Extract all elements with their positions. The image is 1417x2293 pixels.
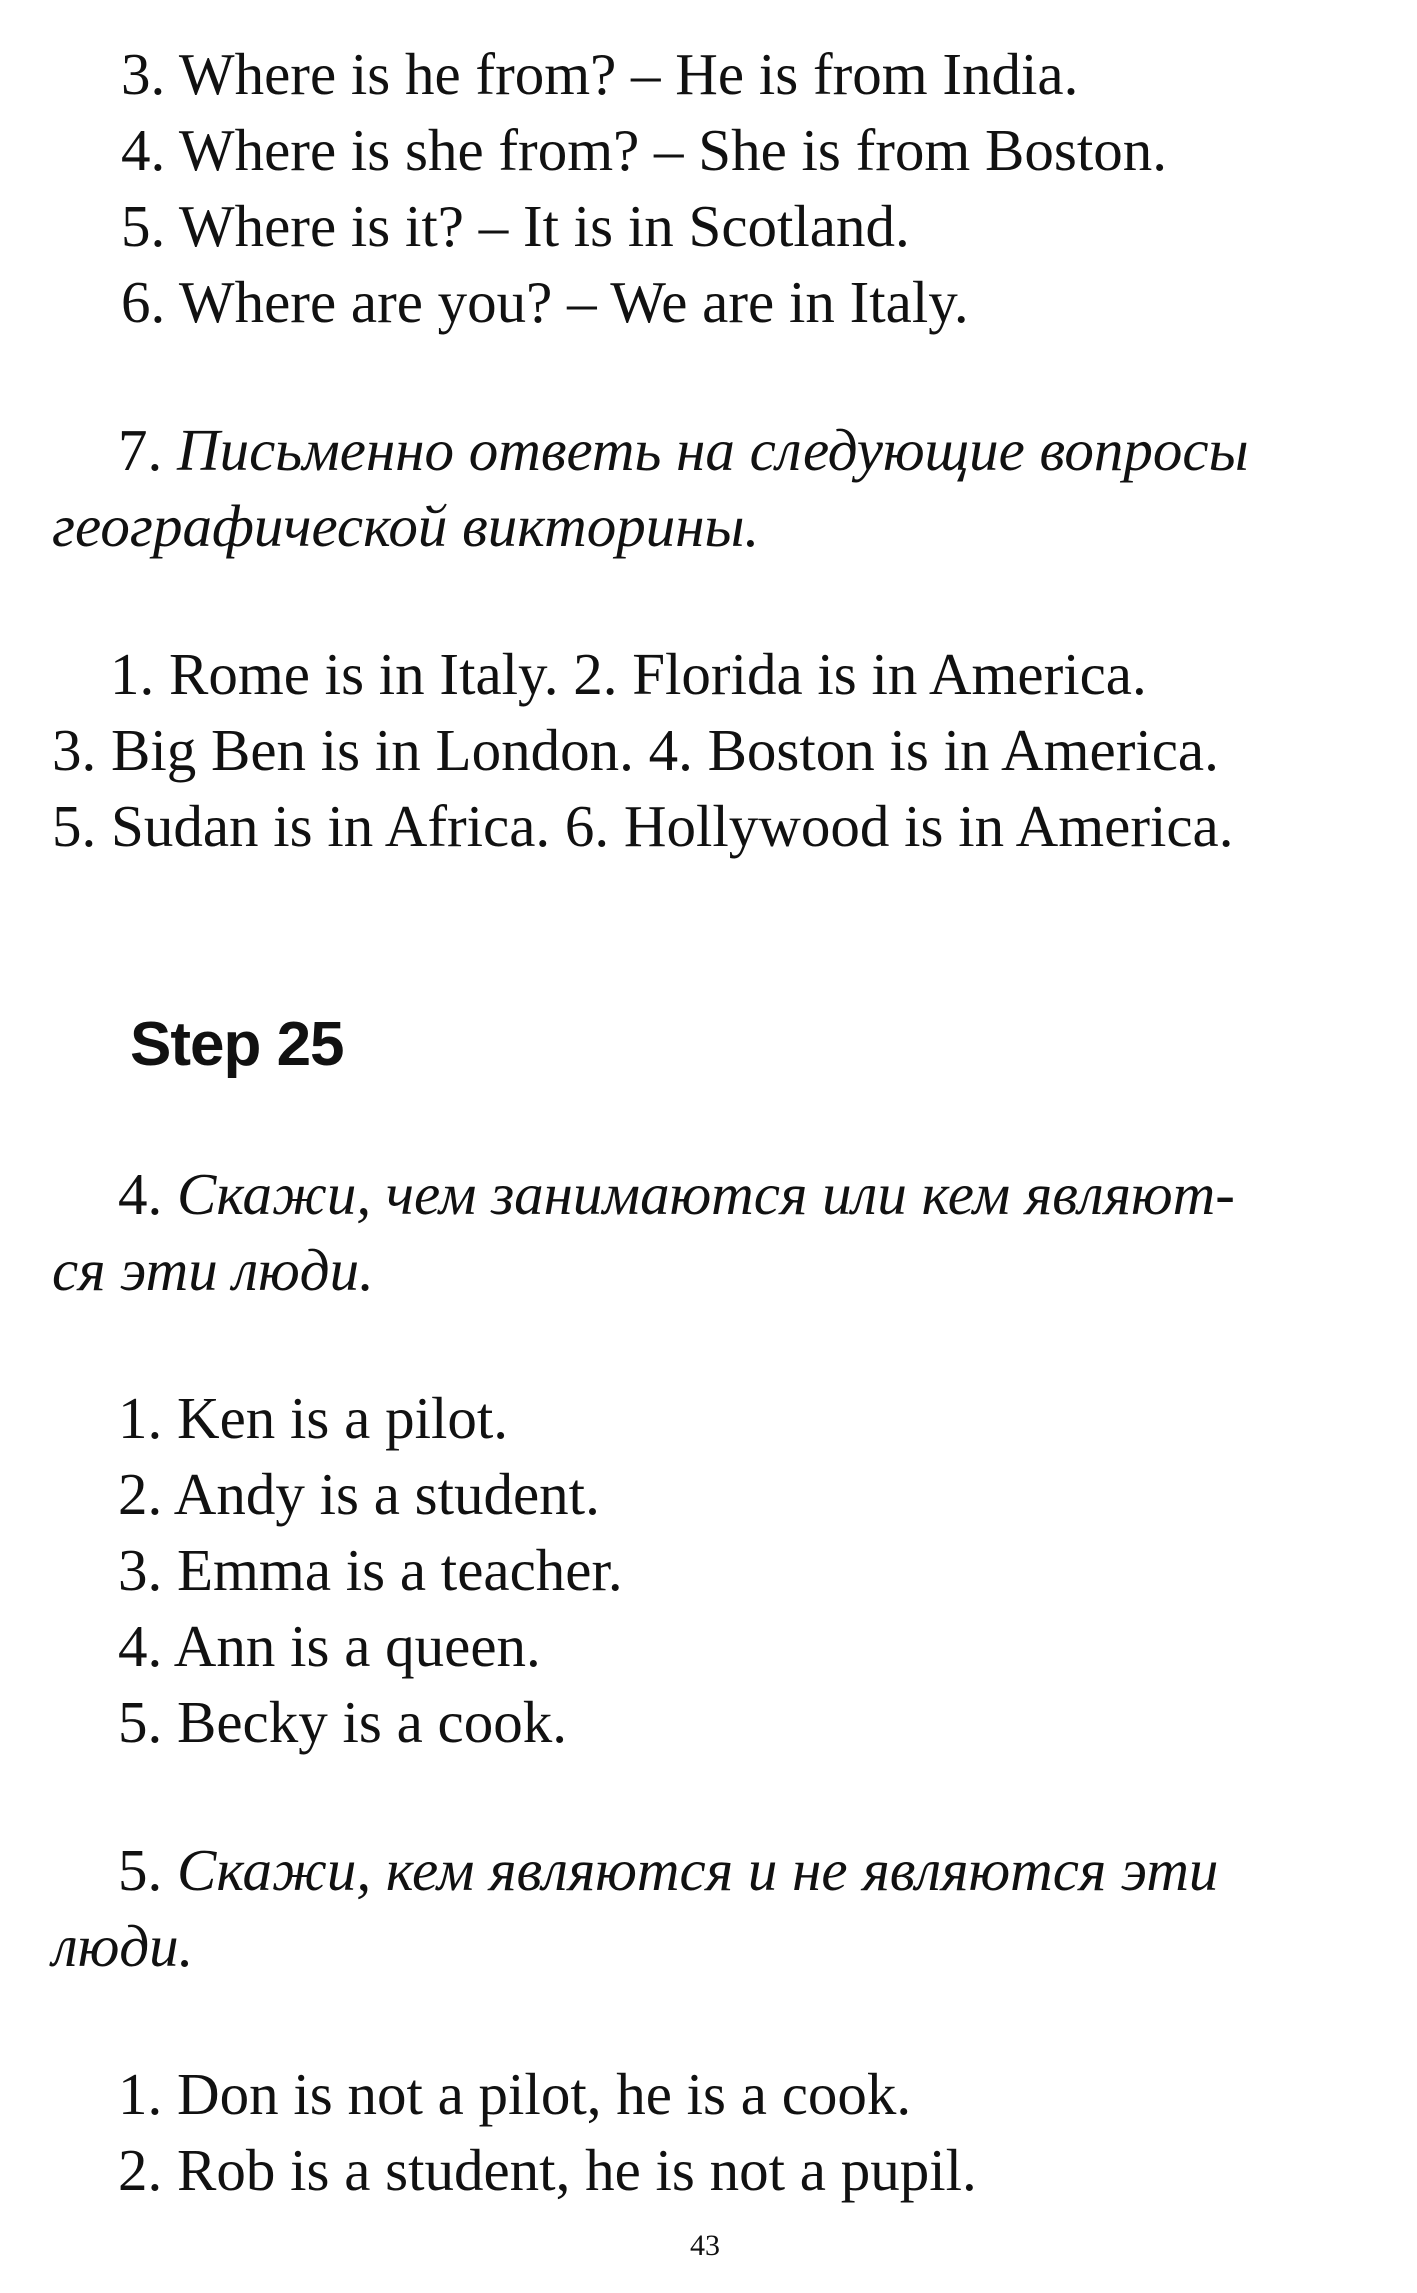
instruction-text: Скажи, чем занимаются или кем являют-: [177, 1161, 1235, 1227]
answer-line: 3. Where is he from? – He is from India.: [121, 41, 1079, 107]
answer-line: 5. Where is it? – It is in Scotland.: [121, 193, 910, 259]
answer-line: 5. Becky is a cook.: [118, 1689, 567, 1755]
answer-line: 3. Emma is a teacher.: [118, 1537, 623, 1603]
answer-line: 4. Ann is a queen.: [118, 1613, 541, 1679]
answer-line: 1. Rome is in Italy. 2. Florida is in America.: [110, 641, 1147, 707]
page-number: 43: [690, 2229, 720, 2262]
answer-line: 6. Where are you? – We are in Italy.: [121, 269, 969, 335]
instruction-text: люди.: [52, 1913, 194, 1979]
answer-line: 2. Andy is a student.: [118, 1461, 600, 1527]
answer-line: 1. Don is not a pilot, he is a cook.: [118, 2061, 912, 2127]
answer-line: 4. Where is she from? – She is from Boston.: [121, 117, 1168, 183]
answer-line: 5. Sudan is in Africa. 6. Hollywood is in America.: [52, 793, 1234, 859]
instruction-text: Скажи, кем являются и не являются эти: [177, 1837, 1219, 1903]
answer-line: 2. Rob is a student, he is not a pupil.: [118, 2137, 977, 2203]
answer-line: 3. Big Ben is in London. 4. Boston is in America.: [52, 717, 1219, 783]
exercise-4-instruction: [118, 1156, 1235, 1232]
instruction-text: географической викторины.: [52, 493, 760, 559]
exercise-number: 4.: [118, 1161, 163, 1227]
exercise-7-instruction: [118, 412, 1249, 488]
exercise-number: 5.: [118, 1837, 163, 1903]
instruction-text: ся эти люди.: [52, 1237, 374, 1303]
answer-line: 1. Ken is a pilot.: [118, 1385, 509, 1451]
exercise-number: 7.: [118, 417, 163, 483]
instruction-text: Письменно ответь на следующие вопросы: [177, 417, 1249, 483]
step-heading: Step 25: [130, 1010, 344, 1079]
exercise-5-instruction: [118, 1832, 1218, 1908]
